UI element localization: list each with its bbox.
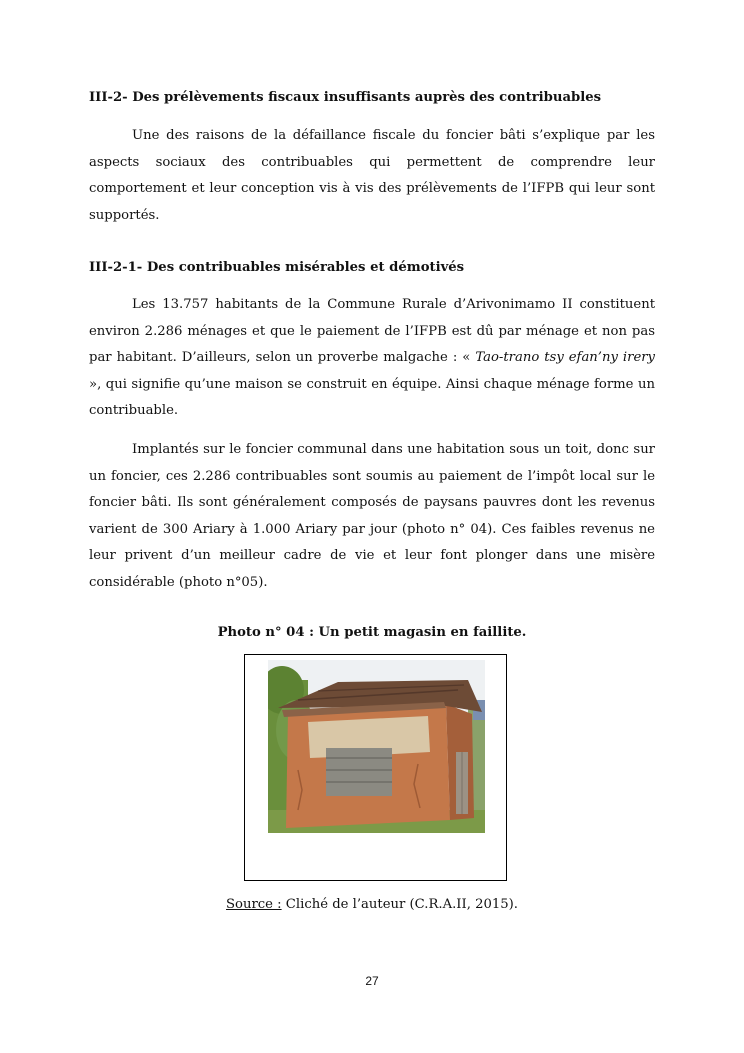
paragraph-taxpayers: Implantés sur le foncier communal dans une habitation sous un toit, donc sur un foncier, ces 2.286 contribuables sont soumis au paiement de l’impôt local sur le foncier bâti. Ils sont généralement composés de paysans pauvres dont les revenus varient de 300 Ariary à 1.000 Ariary par jour (photo n° 04). Ces faibles revenus ne leur privent d’un meilleur cadre de vie et leur font plonger dans une misère considérable (photo n°05). bbox=[89, 442, 655, 590]
intro-paragraph: Une des raisons de la défaillance fiscale du foncier bâti s’explique par les aspects sociaux des contribuables qui permettent de comprendre leur comportement et leur conception vis à vis des prélèvements de l’IFPB qui leur sont supportés. bbox=[89, 128, 655, 223]
photo-caption: Photo n° 04 : Un petit magasin en faillite. bbox=[217, 625, 527, 640]
photo-source bbox=[89, 896, 655, 914]
shop-photo bbox=[268, 660, 485, 833]
paragraph-households bbox=[89, 292, 655, 425]
subsection-heading: III-2-1- Des contribuables misérables et démotivés bbox=[89, 260, 465, 275]
source-text: Cliché de l’auteur (C.R.A.II, 2015). bbox=[281, 897, 518, 912]
malagasy-proverb: Tao-trano tsy efan’ny irery bbox=[475, 350, 656, 366]
source-label: Source : bbox=[226, 897, 282, 912]
page-number: 27 bbox=[365, 974, 379, 988]
section-heading: III-2- Des prélèvements fiscaux insuffisants auprès des contribuables bbox=[89, 90, 602, 105]
paragraph-text: Les 13.757 habitants de la Commune Rurale d’Arivonimamo II constituent environ 2.286 ménages et que le paiement de l’IFPB est dû par ménage et non pas par habitant. D’ailleurs, selon un proverbe malgache : « bbox=[89, 297, 655, 366]
photo-frame bbox=[244, 654, 507, 881]
paragraph-text: », qui signifie qu’une maison se construit en équipe. Ainsi chaque ménage forme un contribuable. bbox=[89, 376, 655, 419]
